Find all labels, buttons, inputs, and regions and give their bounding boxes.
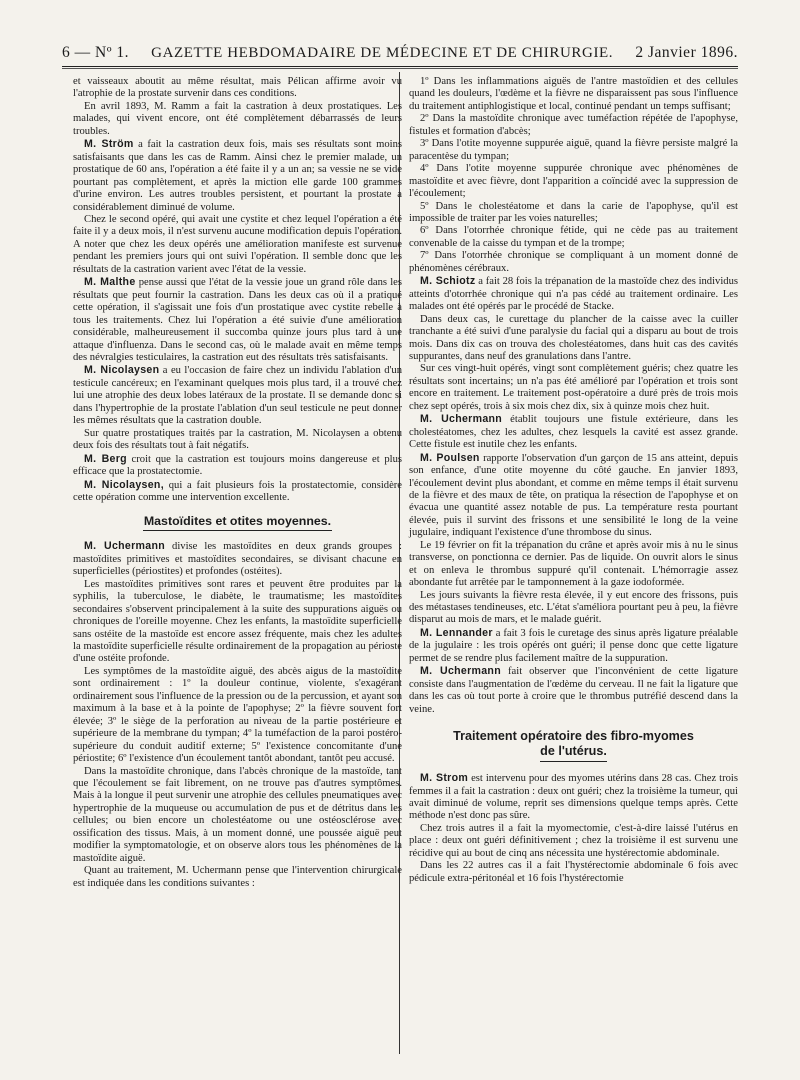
paragraph: Le 19 février on fit la trépanation du crâne et après avoir mis à nu le sinus transverse, on ponctionna ce dernier. Pas de liquide. On ouvrit alors le sinus et on enleva le thrombus suppuré qu'il contenait. L'hémorragie assez abondante fut arrêtée par le tamponnement à la gaze iodoformée. [409, 539, 738, 589]
section-heading [409, 729, 738, 762]
paragraph [409, 413, 738, 451]
paragraph [73, 479, 402, 505]
paragraph-text: divise les mastoïdites en deux grands groupes : mastoïdites primitives et mastoïdites secondaires, se divisant chacune en superficielles (périostites) et profondes (ostéites). [73, 541, 403, 578]
paragraph-text: a fait 28 fois la trépanation de la mastoïde chez des individus atteints d'otorrhée chronique qui n'a pas cédé au traitement ordinaire. Les malades ont été opérés par le procédé de Stacke. [409, 276, 739, 313]
right-column [409, 76, 738, 885]
paragraph-text: pense aussi que l'état de la vessie joue un grand rôle dans les résultats que peut fournir la castration. Dans les deux cas où il a pratiqué cette opération, il s'agissait une fois d'un prostatique avec cystite rebelle à tous les traitements. Chez lui l'opération a été suivie d'une amélioration considérable, malheureusement il succomba quinze jours plus tard à une attaque d'influenza. Dans le second cas, où le malade avait en même temps des névralgies testiculaires, la castration eut des résultats très satisfaisants. [73, 277, 402, 363]
paragraph [73, 138, 402, 214]
page-number: 6 — Nº 1. [62, 44, 129, 61]
journal-title: GAZETTE HEBDOMADAIRE DE MÉDECINE ET DE CHIRURGIE. [151, 45, 614, 61]
section-title-line2: de l'utérus. [540, 744, 607, 762]
paragraph: Quant au traitement, M. Uchermann pense que l'intervention chirurgicale est indiquée dans les conditions suivantes : [73, 865, 402, 889]
author-name: M. Lennander [420, 626, 493, 639]
author-name: M. Berg [84, 452, 127, 465]
author-name: M. Nicolaysen [84, 364, 160, 377]
paragraph-text: rapporte l'observation d'un garçon de 15 ans atteint, depuis son enfance, d'une otite moyenne du côté gauche. En janvier 1893, l'écoulement devint plus abondant, et comme en même temps il était survenu de la fièvre et des maux de tête, on pratiqua la résection de l'apophyse et on évacua une quantité assez notable de pus. La température resta pourtant élevée, puis il survint des frissons et une sensibilité le long de la veine jugulaire, indiquant l'existence d'une thrombose du sinus. [409, 452, 738, 539]
indication-item: 2º Dans la mastoïdite chronique avec tuméfaction répétée de l'apophyse, fistules et formation d'abcès; [409, 113, 738, 137]
paragraph-text: a eu l'occasion de faire chez un individu l'ablation d'un testicule cancéreux; en l'examinant quelques mois plus tard, il a trouvé chez lui une atrophie des deux lobes latéraux de la prostate. Il se demande donc si dans l'hypertrophie de la prostate l'ablation d'un seul testicule ne peut donner les mêmes résultats que la castration double. [73, 365, 402, 427]
indication-item: 7º Dans l'otorrhée chronique se compliquant à un moment donné de phénomènes cérébraux. [409, 250, 738, 274]
paragraph: Dans les 22 autres cas il a fait l'hystérectomie abdominale 6 fois avec pédicule extra-péritonéal et 16 fois l'hystérectomie [409, 860, 738, 884]
author-name: M. Poulsen [420, 451, 480, 464]
paragraph: Sur ces vingt-huit opérés, vingt sont complètement guéris; chez quatre les résultats sont incertains; un n'a pas été amélioré par l'opération et trois sont encore en traitement. Le traitement post-opératoire a duré près de trois mois chez sept opérés, trois à six mois chez dix, six à quinze mois chez huit. [409, 363, 738, 412]
paragraph-text: est intervenu pour des myomes utérins dans 28 cas. Chez trois femmes il a fait la castration : deux ont guéri; chez la troisième la tumeur, qui avait diminué de volume, reprit ses dimensions quelque temps après. Cette méthode n'est donc pas sûre. [409, 773, 738, 822]
running-header [62, 38, 738, 62]
indication-item: 3º Dans l'otite moyenne suppurée aiguë, quand la fièvre persiste malgré la paracentèse du tympan; [409, 138, 738, 162]
author-name: M. Nicolaysen, [84, 478, 164, 491]
paragraph: Sur quatre prostatiques traités par la castration, M. Nicolaysen a obtenu deux fois des résultats tout à fait négatifs. [73, 427, 402, 452]
paragraph [409, 665, 738, 716]
paragraph-text: a fait la castration deux fois, mais ses résultats sont moins satisfaisants que dans les cas de Ramm. Ainsi chez le premier malade, un prostatique de 60 ans, l'opération a été faite il y a un an; sa vessie ne se vide pourtant pas complètement, et après la miction elle garde 100 grammes d'urine environ. Les autres troubles persistent, et pourtant la prostate a considérablement diminué de volume. [73, 139, 403, 213]
author-name: M. Malthe [84, 276, 136, 289]
indication-item: 5º Dans le cholestéatome et dans la carie de l'apophyse, qu'il est impossible de traiter par les voies naturelles; [409, 200, 738, 224]
paragraph [73, 276, 402, 364]
paragraph: Les jours suivants la fièvre resta élevée, il y eut encore des frissons, puis des métastases tendineuses, etc. L'état s'améliora pourtant peu à peu, la fièvre disparut au mois de mars, et le malade guérit. [409, 589, 738, 626]
paragraph [73, 453, 402, 479]
issue-date: 2 Janvier 1896. [635, 44, 738, 61]
paragraph [73, 540, 402, 578]
paragraph [409, 275, 738, 313]
author-name: M. Uchermann [84, 540, 165, 553]
header-rule [62, 66, 738, 67]
author-name: M. Uchermann [420, 413, 503, 426]
author-name: M. Strom [420, 772, 469, 785]
indication-item: 4º Dans l'otite moyenne suppurée chronique avec phénomènes de mastoïdite et avec fièvre, dont l'apparition a coïncidé avec la suppression de l'écoulement; [409, 163, 738, 200]
paragraph: Dans deux cas, le curettage du plancher de la caisse avec la cuiller tranchante a été suivi d'une paralysie du facial qui a disparu au bout de trois mois. Dans dix cas on trouva des cholestéatomes, dans huit cas des cavités suppurantes, dans neuf des granulations dans l'antre. [409, 313, 738, 362]
paragraph: Les symptômes de la mastoïdite aiguë, des abcès aigus de la mastoïdite sont ordinairement : 1º la douleur continue, violente, s'exagérant ordinairement sous l'influence de la pression ou de la percussion, et ayant son maximum à la base et à la pointe de l'apophyse; 2º la fièvre souvent fort élevée; 3º le siège de la perforation au niveau de la partie postérieure et supérieure de la membrane du tympan; 4º la tuméfaction de la paroi postéro-supérieure du conduit auditif externe; 5º l'existence concomitante d'une périostite; 6º l'existence d'un écoulement tantôt abondant, tantôt peu accusé. [73, 665, 402, 765]
paragraph: et vaisseaux aboutit au même résultat, mais Pélican affirme avoir vu l'atrophie de la prostate survenir dans ces conditions. [73, 76, 402, 100]
paragraph: Les mastoïdites primitives sont rares et peuvent être produites par la syphilis, la tuberculose, le diabète, le traumatisme; les mastoïdites secondaires s'observent principalement à la suite des suppurations aiguës ou chroniques de l'oreille moyenne. Chez les enfants, la mastoïdite superficielle sans ostéite de la mastoïde est encore assez fréquente, mais chez les adultes la mastoïdite superficielle résulte ordinairement de la propagation au périoste d'une ostéite profonde. [73, 578, 402, 665]
paragraph-text: a fait 3 fois le curetage des sinus après ligature préalable de la jugulaire : les trois opérés ont guéri; il pense donc que cette ligature permet de se rendre plus facilement maître de la suppuration. [409, 627, 739, 664]
paragraph-text: qui a fait plusieurs fois la prostatectomie, considère cette opération comme une intervention excellente. [73, 479, 402, 503]
section-title: Mastoïdites et otites moyennes. [143, 514, 332, 531]
paragraph-text: établit toujours une fistule extérieure, dans les cholestéatomes, chez les adultes, chez lesquels la cavité est assez grande. Cette fistule est inutile chez les enfants. [409, 414, 738, 451]
paragraph [409, 452, 738, 540]
paragraph: Chez le second opéré, qui avait une cystite et chez lequel l'opération a été faite il y a deux mois, il n'est survenu aucune modification depuis l'opération. A noter que chez les deux opérés une amélioration manifeste est survenue pendant les premiers jours qui ont suivi l'opération. Il semble donc que les résultats de la castration varient avec l'état de la vessie. [73, 213, 402, 275]
paragraph: En avril 1893, M. Ramm a fait la castration à deux prostatiques. Les malades, qui vivent encore, ont été complètement débarrassés de leurs troubles. [73, 100, 402, 137]
paragraph: Dans la mastoïdite chronique, dans l'abcès chronique de la mastoïde, tant que l'écoulement se fait librement, on ne trouve pas d'autres symptômes. Mais à la longue il peut survenir une atrophie des cellules pneumatiques avec hypertrophie de la muqueuse ou accumulation de pus et de détritus dans les cellules; ou bien encore un cholestéatome ou une ostéosclérose avec ossification des tissus. Mais, à un moment donné, une poussée aiguë peut modifier la symptomatologie, et on observe alors tous les phénomènes de la mastoïdite aiguë. [73, 765, 402, 864]
author-name: M. Schiotz [420, 275, 476, 288]
author-name: M. Ström [84, 138, 134, 151]
section-heading [73, 514, 402, 531]
paragraph [409, 627, 738, 665]
indication-item: 1º Dans les inflammations aiguës de l'antre mastoïdien et des cellules quand les douleurs, l'œdème et la fièvre ne disparaissent pas sous l'influence du traitement antiphlogistique et local, continué pendant un temps suffisant; [409, 76, 738, 112]
paragraph [73, 364, 402, 427]
left-column [73, 76, 402, 890]
author-name: M. Uchermann [420, 665, 501, 678]
section-title-line1: Traitement opératoire des fibro-myomes [453, 729, 694, 744]
paragraph-text: fait observer que l'inconvénient de cette ligature consiste dans l'augmentation de l'œdème du cerveau. Il ne fait la ligature que dans les cas où tout porte à croire que le thrombus putréfié descend dans la veine. [409, 666, 739, 715]
paragraph [409, 772, 738, 823]
paragraph-text: croit que la castration est toujours moins dangereuse et plus efficace que la prostatectomie. [73, 453, 402, 478]
indication-item: 6º Dans l'otorrhée chronique fétide, qui ne cède pas au traitement convenable de la caisse du tympan et de la trompe; [409, 225, 738, 249]
header-rule-secondary [62, 68, 738, 69]
paragraph: Chez trois autres il a fait la myomectomie, c'est-à-dire laissé l'utérus en place : deux ont guéri définitivement ; chez la troisième il est survenu une récidive qui au bout de cinq ans nécessita une hystérectomie abdominale. [409, 822, 738, 859]
